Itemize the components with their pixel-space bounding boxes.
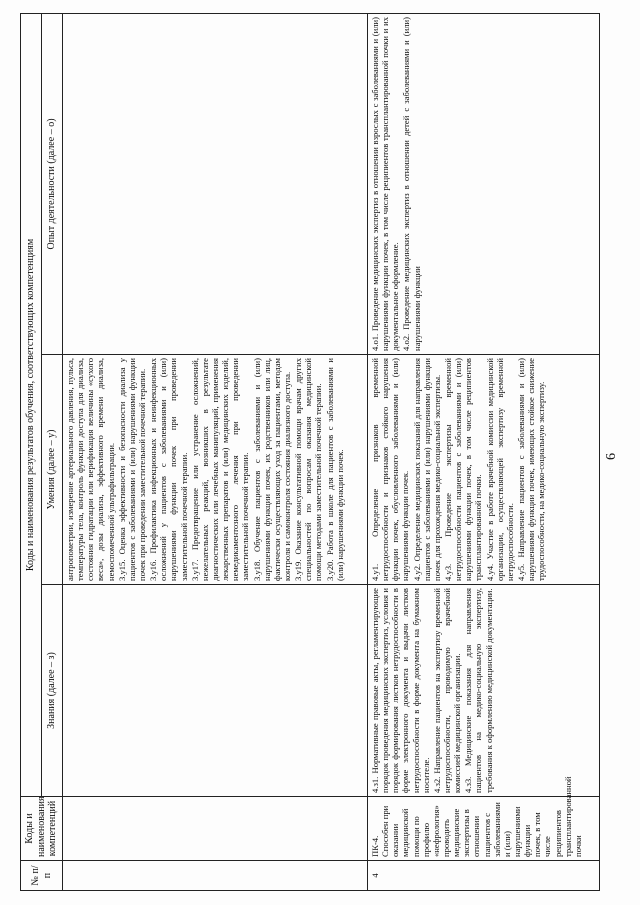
cont-num (63, 861, 368, 891)
pk4-knowledge-item: 4.з2. Направление пациентов на экспертизу временной нетрудоспособности, проводимую врачебной комиссией медицинской организации. (431, 588, 463, 793)
cont-skill-item: 3.у15. Оценка эффективности и безопасности диализа у пациентов с заболеваниями и (или) нарушениями функции почек при проведении заместительной почечной терапии. (116, 358, 148, 581)
pk4-skill-item: 4.у2. Определение медицинских показаний для направления пациентов с заболеваниями и (или) нарушениями функции почек для прохождения медико-социальной экспертизы. (411, 358, 442, 581)
pk4-experience-item: 4.о2. Проведение медицинских экспертиз в отношении детей с заболеваниями и (или) нарушениями функции (401, 17, 422, 351)
pk4-skill-item: 4.у3. Проведение экспертизы временной нетрудоспособности пациентов с заболеваниями и (или) нарушениями функции почек, в том числе реципиентов трансплантированной почки. (443, 358, 484, 581)
pk4-skill-item: 4.у4. Участие в работе врачебной комиссии медицинской организации, осуществляющей экспертизу временной нетрудоспособности. (484, 358, 515, 581)
header-group-title: Коды и наименования результатов обучения, соответствующих компетенциям (21, 14, 42, 797)
cont-skill-item: 3.у20. Работа в школе для пациентов с заболеваниями и (или) нарушениями функции почек. (324, 358, 345, 581)
table-header-row-1 (21, 14, 42, 891)
header-code: Коды и наименования компетенций (21, 797, 63, 861)
pk4-number: 4 (368, 861, 600, 891)
pk4-code: ПК-4. Способен при оказании медицинской помощи по профилю «нефрология» проводить медицинские экспертизы в отношении пациентов с заболеваниями и (или) нарушениями функции почек, в том числе реципиентов трансплантированной почки (368, 797, 600, 861)
header-experience: Опыт деятельности (далее – о) (42, 14, 63, 355)
cont-skill-item: 3.у19. Оказание консультативной помощи врачам других специальностей по вопросам оказания медицинской помощи методами заместительной почечной терапии. (293, 358, 324, 581)
cont-skill-item: антропометрии, измерение артериального давления, пульса, температуры тела, контроль функции доступа для диализа, состояния гидратации или верификация величины «сухого веса», дозы диализа, эффективного времени диализа, немоспомеченной ультрафильтрации. (65, 358, 116, 581)
competency-table (20, 13, 600, 891)
pk4-skill-item: 4.у5. Направление пациентов с заболеваниями и (или) нарушениями функции почек, имеющих стойкое снижение трудоспособности, на медико-социальную экспертизу. (516, 358, 547, 581)
pk4-knowledge (368, 585, 600, 797)
cont-skill-item: 3.у17. Предотвращение или устранение осложнений, нежелательных реакций, возникших в результате диагностических или лечебных манипуляций, применения лекарственных препаратов и (или) медицинских изделий, немедикаментозного лечения при проведении заместительной почечной терапии. (189, 358, 251, 581)
cont-skill-item: 3.у16. Профилактика инфекционных и неинфекционных осложнений у пациентов с заболеваниями и (или) нарушениями функции почек при проведении заместительной почечной терапии. (148, 358, 189, 581)
pk4-skills (368, 355, 600, 585)
table-header-row-2 (42, 14, 63, 891)
cont-experience (63, 14, 368, 355)
cont-knowledge (63, 585, 368, 797)
header-knowledge: Знания (далее – з) (42, 585, 63, 797)
page-number: 6 (604, 453, 619, 460)
pk4-skill-item: 4.у1. Определение признаков временной нетрудоспособности и признаков стойкого нарушения функции почек, обусловленного заболеваниями и (или) нарушениями функции почек. (370, 358, 411, 581)
cont-code (63, 797, 368, 861)
header-num: № п/п (21, 861, 63, 891)
table-row-continuation (63, 14, 368, 891)
table-row-pk4 (368, 14, 600, 891)
pk4-experience (368, 14, 600, 355)
cont-skills (63, 355, 368, 585)
cont-skill-item: 3.у18. Обучение пациентов с заболеваниями и (или) нарушениями функции почек, их родственников или лиц, фактически осуществляющих уход за пациентами, методам контроля и самоконтроля состояния диализного доступа. (251, 358, 292, 581)
pk4-experience-item: 4.о1. Проведение медицинских экспертиз в отношении взрослых с заболеваниями и (или) нарушениями функции почек, в том числе реципиентов трансплантированной почки и их документальное оформление. (370, 17, 401, 351)
pk4-knowledge-item: 4.з3. Медицинские показания для направления пациентов на медико-социальную экспертизу, требования к оформлению медицинской документации. (463, 588, 494, 793)
header-skills: Умения (далее – у) (42, 355, 63, 585)
pk4-knowledge-item: 4.з1. Нормативные правовые акты, регламентирующие порядок проведения медицинских экспертиз, условия и порядок формирования листков нетрудоспособности в форме электронного документа и выдачи листков нетрудоспособности в форме документа на бумажном носителе. (370, 588, 431, 793)
